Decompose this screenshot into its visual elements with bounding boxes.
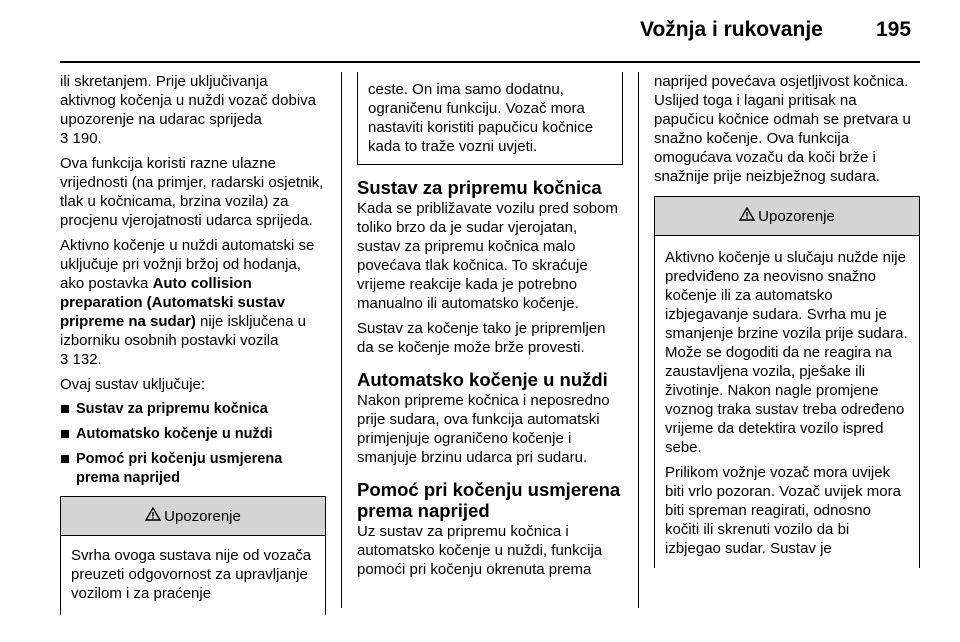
page-reference: 3 132. — [60, 351, 102, 368]
column-3 — [654, 72, 920, 576]
header-rule — [60, 61, 920, 63]
section-heading: Pomoć pri kočenju usmjerena prema naprijed — [357, 479, 621, 521]
paragraph: Aktivno kočenje u nuždi automatski se uključuje pri vožnji bržoj od hodanja, ako postavka Auto collision preparation (Automatski sustav pripreme na sudar) nije isključena u izborniku osobnih postavki vozila 3 132. — [60, 237, 315, 368]
paragraph: naprijed povećava osjetljivost kočnica. Uslijed toga i lagani pritisak na papučicu kočnice odmah se pretvara u snažno kočenje. Ova funkcija omogućava vozaču da koči brže i snažnije prije neizbježnog sudara. — [654, 73, 911, 185]
warning-triangle-icon — [145, 507, 161, 526]
paragraph: Nakon pripreme kočnica i neposredno prije sudara, ova funkcija automatski primjenjuje ograničeno kočenje i smanjuje brzinu udarca pri sudaru. — [357, 392, 610, 466]
section-heading: Automatsko kočenje u nuždi — [357, 369, 608, 390]
warning-box — [60, 496, 326, 615]
warning-title: Upozorenje — [164, 507, 241, 525]
warning-text: Svrha ovoga sustava nije od vozača preuzeti odgovornost za upravljanje vozilom i za praćenje — [71, 547, 312, 602]
warning-title: Upozorenje — [758, 207, 835, 225]
section-heading: Sustav za pripremu kočnica — [357, 177, 602, 198]
warning-text: ceste. On ima samo dodatnu, ograničenu funkciju. Vozač mora nastaviti koristiti papučicu kočnice kada to traže vozni uvjeti. — [368, 81, 594, 155]
warning-body — [61, 536, 325, 615]
warning-text: Prilikom vožnje vozač mora uvijek biti vrlo pozoran. Vozač uvijek mora biti spreman reagirati, odnosno kočiti ili skrenuti vozilo da bi izbjegao sudar. Sustav je — [665, 464, 901, 557]
warning-triangle-icon — [739, 207, 755, 226]
list-item: Sustav za pripremu kočnica — [60, 400, 326, 419]
setting-name: Auto collision preparation (Automatski sustav pripreme na sudar) — [60, 275, 286, 330]
page-number: 195 — [876, 18, 912, 41]
column-divider — [638, 72, 639, 608]
column-divider — [341, 72, 342, 608]
warning-header — [655, 197, 919, 236]
warning-box — [654, 196, 920, 568]
column-2 — [357, 72, 623, 585]
warning-box-continued — [357, 72, 623, 165]
list-item: Automatsko kočenje u nuždi — [60, 425, 326, 444]
warning-text: Aktivno kočenje u slučaju nužde nije predviđeno za neovisno snažno kočenje ili za automatsko izbjegavanje sudara. Svrha mu je smanjenje brzine vozila prije sudara. Može se dogoditi da ne reagira na zaustavljena vozila, pješake ili životinje. Nakon nagle promjene voznog traka sustav treba određeno vrijeme da detektira vozilo ispred sebe. — [665, 249, 908, 456]
list-item: Pomoć pri kočenju usmjerena prema naprijed — [60, 450, 326, 488]
column-1 — [60, 72, 326, 623]
feature-list — [60, 400, 326, 488]
paragraph: Sustav za kočenje tako je pripremljen da se kočenje može brže provesti. — [357, 320, 606, 356]
warning-body — [655, 236, 919, 568]
paragraph: Ovaj sustav uključuje: — [60, 376, 206, 393]
paragraph: Kada se približavate vozilu pred sobom toliko brzo da je sudar vjerojatan, sustav za pripremu kočnica malo povećava tlak kočnica. To skraćuje vrijeme reakcije kada je potrebno manualno ili automatsko kočenje. — [357, 200, 618, 312]
page-reference: 3 190. — [60, 130, 102, 147]
paragraph: ili skretanjem. Prije uključivanja aktivnog kočenja u nuždi vozač dobiva upozorenje na udarac sprijeda 3 190. — [60, 73, 316, 147]
paragraph: Ova funkcija koristi razne ulazne vrijednosti (na primjer, radarski osjetnik, tlak u kočnicama, brzina vozila) za procjenu vjerojatnosti udarca sprijeda. — [60, 155, 324, 229]
paragraph: Uz sustav za pripremu kočnica i automatsko kočenje u nuždi, funkcija pomoći pri kočenju okrenuta prema — [357, 523, 603, 578]
warning-header — [61, 497, 325, 536]
header-title: Vožnja i rukovanje — [640, 18, 823, 41]
